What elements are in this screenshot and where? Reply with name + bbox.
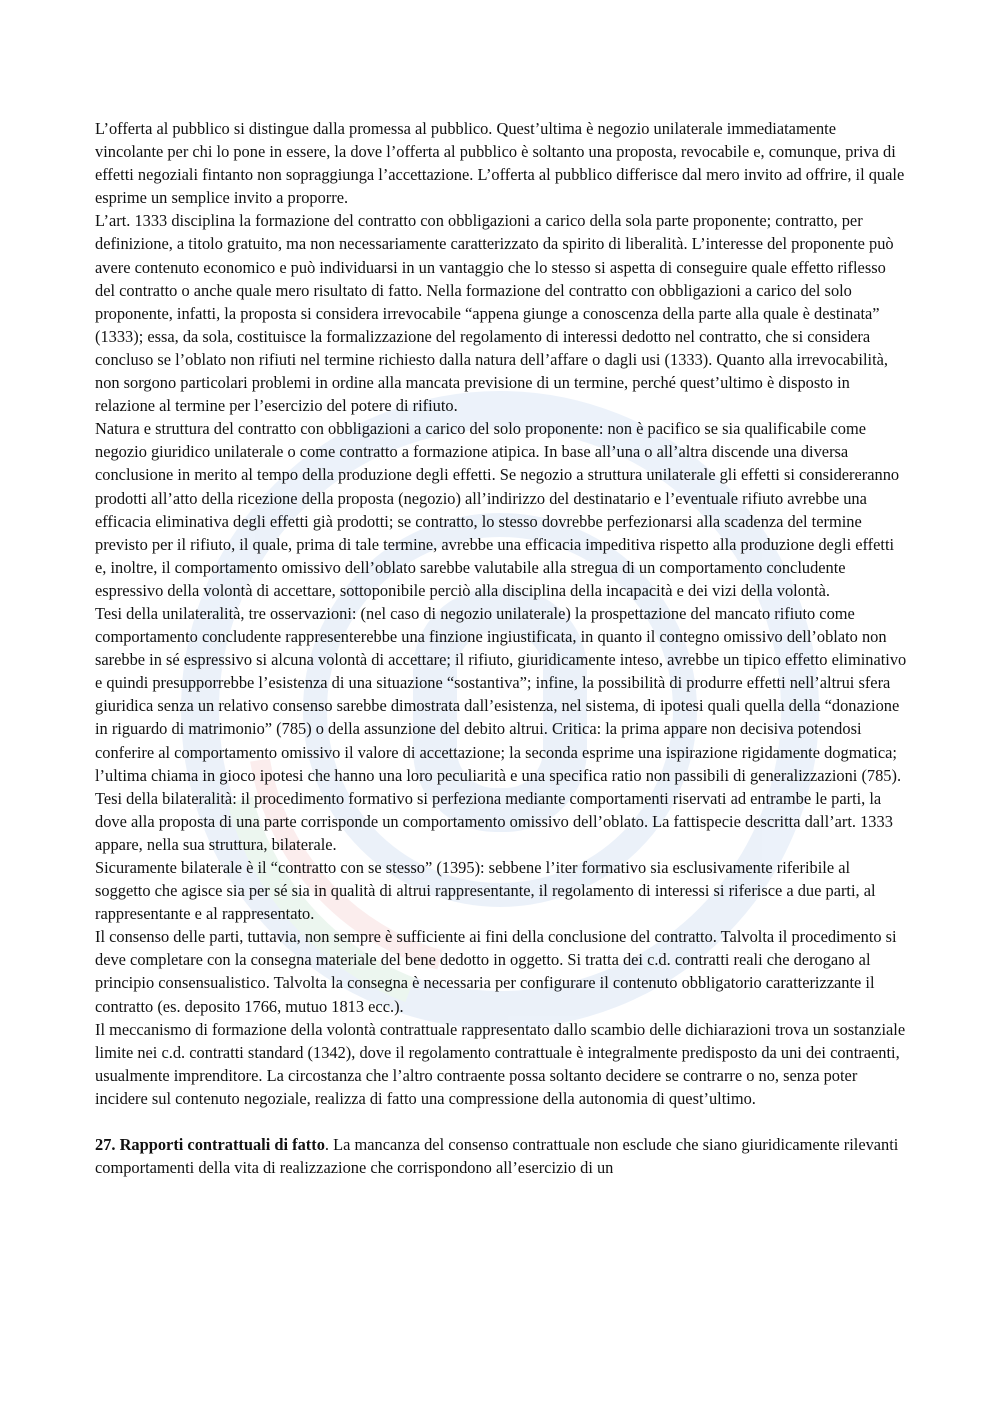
paragraph: L’art. 1333 disciplina la formazione del contratto con obbligazioni a carico della sola parte proponente; contratto, per definizione, a titolo gratuito, ma non necessariamente caratterizzato da spirito di liberalità. L’interesse del proponente può avere contenuto economico e può individuarsi in un vantaggio che lo stesso si aspetta di conseguire quale effetto riflesso del contratto o anche quale mero risultato di fatto. Nella formazione del contratto con obbligazioni a carico del solo proponente, infatti, la proposta si considera irrevocabile “appena giunge a conoscenza della parte alla quale è destinata” (1333); essa, da sola, costituisce la formalizzazione del regolamento di interessi dedotto nel contratto, che si considera concluso se l’oblato non rifiuti nel termine richiesto dalla natura dell’affare o dagli usi (1333). Quanto alla irrevocabilità, non sorgono particolari problemi in ordine alla mancata previsione di un termine, perché quest’ultimo è disposto in relazione al termine per l’esercizio del potere di rifiuto.	[95, 211, 894, 416]
section-heading: 27. Rapporti contrattuali di fatto	[95, 1135, 325, 1155]
paragraph: L’offerta al pubblico si distingue dalla promessa al pubblico. Quest’ultima è negozio unilaterale immediatamente vincolante per chi lo pone in essere, la dove l’offerta al pubblico è soltanto una proposta, revocabile e, comunque, priva di effetti negoziali fintanto non sopraggiunga l’accettazione. L’offerta al pubblico differisce dal mero invito ad offrire, il quale esprime un semplice invito a proporre.	[95, 119, 905, 208]
document-page	[95, 117, 907, 1179]
paragraph: Il consenso delle parti, tuttavia, non sempre è sufficiente ai fini della conclusione del contratto. Talvolta il procedimento si deve completare con la consegna materiale del bene dedotto in oggetto. Si tratta dei c.d. contratti reali che derogano al principio consensualistico. Talvolta la consegna è necessaria per configurare il contenuto obbligatorio caratterizzante il contratto (es. deposito 1766, mutuo 1813 ecc.).	[95, 927, 897, 1016]
paragraph: Tesi della bilateralità: il procedimento formativo si perfeziona mediante comportamenti riservati ad entrambe le parti, la dove alla proposta di una parte corrisponde un comportamento omissivo dell’oblato. La fattispecie descritta dall’art. 1333 appare, nella sua struttura, bilaterale.	[95, 788, 893, 854]
paragraph: Natura e struttura del contratto con obbligazioni a carico del solo proponente: non è pacifico se sia qualificabile come negozio giuridico unilaterale o come contratto a formazione atipica. In base all’una o all’altra discende una diversa conclusione in merito al tempo della produzione degli effetti. Se negozio a struttura unilaterale gli effetti si considereranno prodotti all’atto della ricezione della proposta (negozio) all’indirizzo del destinatario e l’eventuale rifiuto avrebbe una efficacia eliminativa degli effetti già prodotti; se contratto, lo stesso dovrebbe perfezionarsi alla scadenza del termine previsto per il rifiuto, il quale, prima di tale termine, avrebbe una efficacia impeditiva rispetto alla produzione degli effetti e, inoltre, il comportamento omissivo dell’oblato sarebbe valutabile alla stregua di un comportamento concludente espressivo della volontà di accettare, sottoponibile perciò alla disciplina della incapacità e dei vizi della volontà.	[95, 419, 900, 600]
paragraph: Sicuramente bilaterale è il “contratto con se stesso” (1395): sebbene l’iter formativo sia esclusivamente riferibile al soggetto che agisce sia per sé sia in qualità di altrui rappresentante, il regolamento di interessi si riferisce a due parti, al rappresentante e al rappresentato.	[95, 858, 876, 924]
section-paragraph	[95, 1133, 907, 1179]
paragraph: Tesi della unilateralità, tre osservazioni: (nel caso di negozio unilaterale) la prospettazione del mancato rifiuto come comportamento concludente rappresenterebbe una finzione ingiustificata, in quanto il contegno omissivo dell’oblato non sarebbe in sé espressivo si alcuna volontà di accettare; il rifiuto, giuridicamente inteso, avrebbe un tipico effetto eliminativo e quindi presupporrebbe l’esistenza di una situazione “sostantiva”; infine, la possibilità di produrre effetti nell’altrui sfera giuridica senza un relativo consenso sarebbe dimostrata dall’esistenza, nel sistema, di ipotesi quali quella della “donazione in riguardo di matrimonio” (785) o della assunzione del debito altrui. Critica: la prima appare non decisiva potendosi conferire al comportamento omissivo il valore di accettazione; la seconda esprime una ispirazione rigidamente dogmatica; l’ultima chiama in gioco ipotesi che hanno una loro peculiarità e una specifica ratio non passibili di generalizzazioni (785).	[95, 603, 907, 785]
section-text: . La mancanza del consenso contrattuale non esclude che siano giuridicamente rilevanti comportamenti della vita di realizzazione che corrispondono all’esercizio di un	[95, 1135, 899, 1178]
paragraph-spacer	[95, 1110, 907, 1133]
paragraph: Il meccanismo di formazione della volontà contrattuale rappresentato dallo scambio delle dichiarazioni trova un sostanziale limite nei c.d. contratti standard (1342), dove il regolamento contrattuale è integralmente predisposto da uni dei contraenti, usualmente imprenditore. La circostanza che l’altro contraente possa soltanto decidere se contrarre o no, senza poter incidere sul contenuto negoziale, realizza di fatto una compressione della autonomia di quest’ultimo.	[95, 1019, 906, 1108]
